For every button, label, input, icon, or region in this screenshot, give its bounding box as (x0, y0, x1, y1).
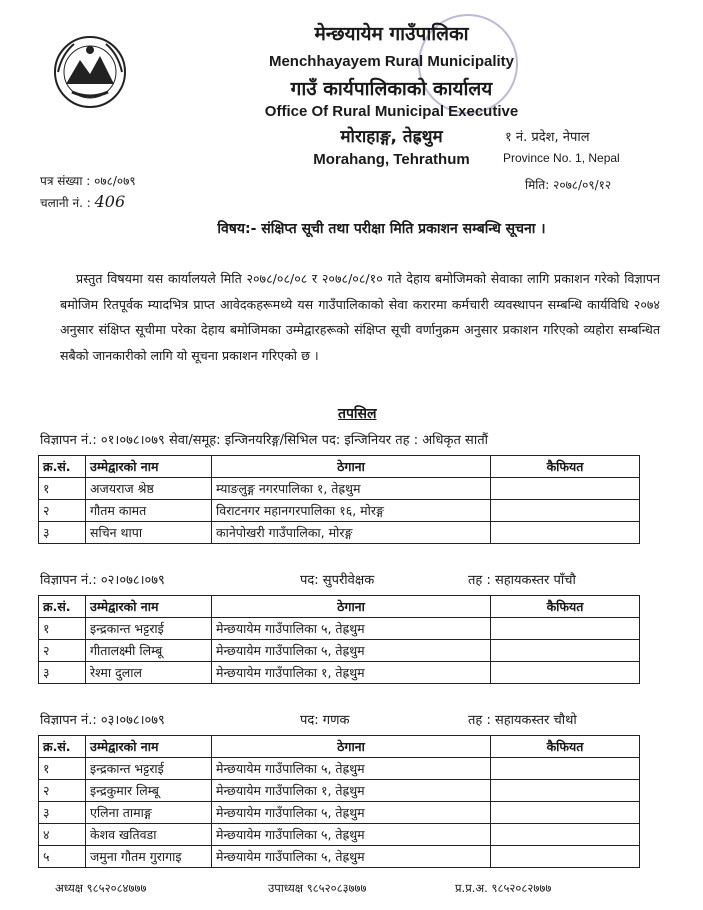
col-remarks: कैफियत (491, 736, 640, 758)
cell-address: मेन्छयायेम गाउँपालिका ५, तेह्रथुम (212, 802, 491, 824)
cell-address: मेन्छयायेम गाउँपालिका ५, तेह्रथुम (212, 824, 491, 846)
col-serial: क्र.सं. (39, 456, 86, 478)
col-name: उम्मेद्वारको नाम (86, 456, 212, 478)
dispatch-label: चलानी नं. : (40, 196, 91, 210)
section-3-post: पद: गणक (300, 713, 350, 728)
col-address: ठेगाना (212, 596, 491, 618)
cell-remarks (491, 758, 640, 780)
col-address: ठेगाना (212, 456, 491, 478)
table-header-row (39, 736, 640, 758)
location-en: Morahang, Tehrathum (313, 151, 470, 168)
table-row (39, 662, 640, 684)
footer-chair-phone: अध्यक्ष ९८५२०८४७७७ (55, 881, 147, 895)
cell-serial: २ (39, 780, 86, 802)
cell-name: रेश्मा दुलाल (86, 662, 212, 684)
cell-name: गौतम कामत (86, 500, 212, 522)
cell-serial: १ (39, 758, 86, 780)
cell-name: जमुना गौतम गुरागाइ (86, 846, 212, 868)
col-serial: क्र.सं. (39, 596, 86, 618)
cell-name: गीतालक्ष्मी लिम्बू (86, 640, 212, 662)
table-row (39, 802, 640, 824)
cell-serial: २ (39, 640, 86, 662)
letter-number: पत्र संख्या : ०७८/०७९ (40, 174, 136, 188)
cell-address: मेन्छयायेम गाउँपालिका ५, तेह्रथुम (212, 758, 491, 780)
cell-name: इन्द्रकुमार लिम्बू (86, 780, 212, 802)
cell-remarks (491, 478, 640, 500)
province-en: Province No. 1, Nepal (503, 151, 620, 165)
cell-serial: ५ (39, 846, 86, 868)
col-remarks: कैफियत (491, 596, 640, 618)
section-2-post: पद: सुपरीवेक्षक (300, 573, 375, 588)
cell-serial: ३ (39, 662, 86, 684)
col-address: ठेगाना (212, 736, 491, 758)
notice-subject: विषय:- संक्षिप्त सूची तथा परीक्षा मिति प्रकाशन सम्बन्धि सूचना । (217, 221, 546, 237)
col-serial: क्र.सं. (39, 736, 86, 758)
cell-address: मेन्छयायेम गाउँपालिका १, तेह्रथुम (212, 780, 491, 802)
table-row (39, 758, 640, 780)
cell-remarks (491, 618, 640, 640)
cell-address: मेन्छयायेम गाउँपालिका ५, तेह्रथुम (212, 846, 491, 868)
table-header-row (39, 596, 640, 618)
section-3-table (38, 735, 640, 868)
cell-serial: २ (39, 500, 86, 522)
province-np: १ नं. प्रदेश, नेपाल (505, 130, 590, 145)
notice-body: प्रस्तुत विषयमा यस कार्यालयले मिति २०७८/०८/०८ र २०७८/०८/१० गते देहाय बमोजिमको सेवाका लागि प्रकाशन गरेको विज्ञापन बमोजिम रितपूर्वक म्यादभित्र प्राप्त आवेदकहरूमध्ये यस गाउँपालिकाको सेवा करारमा कर्मचारी व्यवस्थापन सम्बन्धि कार्यविधि २०७४ अनुसार संक्षिप्त सूचीमा परेका देहाय बमोजिमका उम्मेद्वारहरूको संक्षिप्त सूची वर्णानुक्रम अनुसार प्रकाशन गरिएको व्यहोरा सम्बन्धित सबैको जानकारीको लागि यो सूचना प्रकाशन गरिएको छ । (60, 271, 660, 363)
office-name-np: गाउँ कार्यपालिकाको कार्यालय (290, 78, 493, 100)
cell-address: कानेपोखरी गाउँपालिका, मोरङ्ग (212, 522, 491, 544)
cell-address: मेन्छयायेम गाउँपालिका ५, तेह्रथुम (212, 618, 491, 640)
dispatch-value: 406 (94, 192, 126, 211)
section-3-level: तह : सहायकस्तर चौथो (468, 713, 577, 728)
section-2-ad-number: विज्ञापन नं.: ०२।०७८।०७९ (40, 573, 165, 588)
col-name: उम्मेद्वारको नाम (86, 736, 212, 758)
col-name: उम्मेद्वारको नाम (86, 596, 212, 618)
cell-serial: १ (39, 618, 86, 640)
municipality-name-en: Menchhayayem Rural Municipality (268, 53, 515, 70)
table-row (39, 640, 640, 662)
cell-remarks (491, 824, 640, 846)
cell-name: एलिना तामाङ्ग (86, 802, 212, 824)
col-remarks: कैफियत (491, 456, 640, 478)
cell-address: मेन्छयायेम गाउँपालिका १, तेह्रथुम (212, 662, 491, 684)
letter-date: मिति: २०७८/०९/१२ (525, 178, 612, 192)
table-row (39, 500, 640, 522)
table-row (39, 780, 640, 802)
cell-remarks (491, 846, 640, 868)
cell-name: इन्द्रकान्त भट्टराई (86, 618, 212, 640)
dispatch-number (40, 192, 125, 211)
footer-vice-chair-phone: उपाध्यक्ष ९८५२०८३७७७ (268, 881, 367, 895)
cell-serial: ४ (39, 824, 86, 846)
cell-remarks (491, 662, 640, 684)
cell-name: केशव खतिवडा (86, 824, 212, 846)
table-header-row (39, 456, 640, 478)
cell-remarks (491, 780, 640, 802)
cell-serial: ३ (39, 522, 86, 544)
cell-serial: ३ (39, 802, 86, 824)
location-np: मोराहाङ्ग, तेह्रथुम (340, 127, 443, 147)
section-2-table (38, 595, 640, 684)
schedule-heading: तपसिल (338, 406, 377, 422)
cell-address: म्याङलुङ्ग नगरपालिका १, तेह्रथुम (212, 478, 491, 500)
cell-remarks (491, 802, 640, 824)
cell-serial: १ (39, 478, 86, 500)
municipality-name-np: मेन्छयायेम गाउँपालिका (314, 23, 469, 45)
footer-cao-phone: प्र.प्र.अ. ९८५२०८२७७७ (455, 881, 552, 895)
table-row (39, 824, 640, 846)
cell-remarks (491, 500, 640, 522)
section-1-table (38, 455, 640, 544)
table-row (39, 618, 640, 640)
cell-address: मेन्छयायेम गाउँपालिका ५, तेह्रथुम (212, 640, 491, 662)
section-1-heading: विज्ञापन नं.: ०१।०७८।०७९ सेवा/समूह: इन्जिनयरिङ्ग/सिभिल पद: इन्जिनियर तह : अधिकृत सातौं (40, 433, 488, 448)
cell-name: अजयराज श्रेष्ठ (86, 478, 212, 500)
section-3-ad-number: विज्ञापन नं.: ०३।०७८।०७९ (40, 713, 165, 728)
cell-name: सचिन थापा (86, 522, 212, 544)
section-2-level: तह : सहायकस्तर पाँचौ (468, 573, 576, 588)
office-name-en: Office Of Rural Municipal Executive (264, 103, 519, 120)
table-row (39, 478, 640, 500)
cell-remarks (491, 640, 640, 662)
table-row (39, 846, 640, 868)
cell-remarks (491, 522, 640, 544)
cell-name: इन्द्रकान्त भट्टराई (86, 758, 212, 780)
table-row (39, 522, 640, 544)
cell-address: विराटनगर महानगरपालिका १६, मोरङ्ग (212, 500, 491, 522)
